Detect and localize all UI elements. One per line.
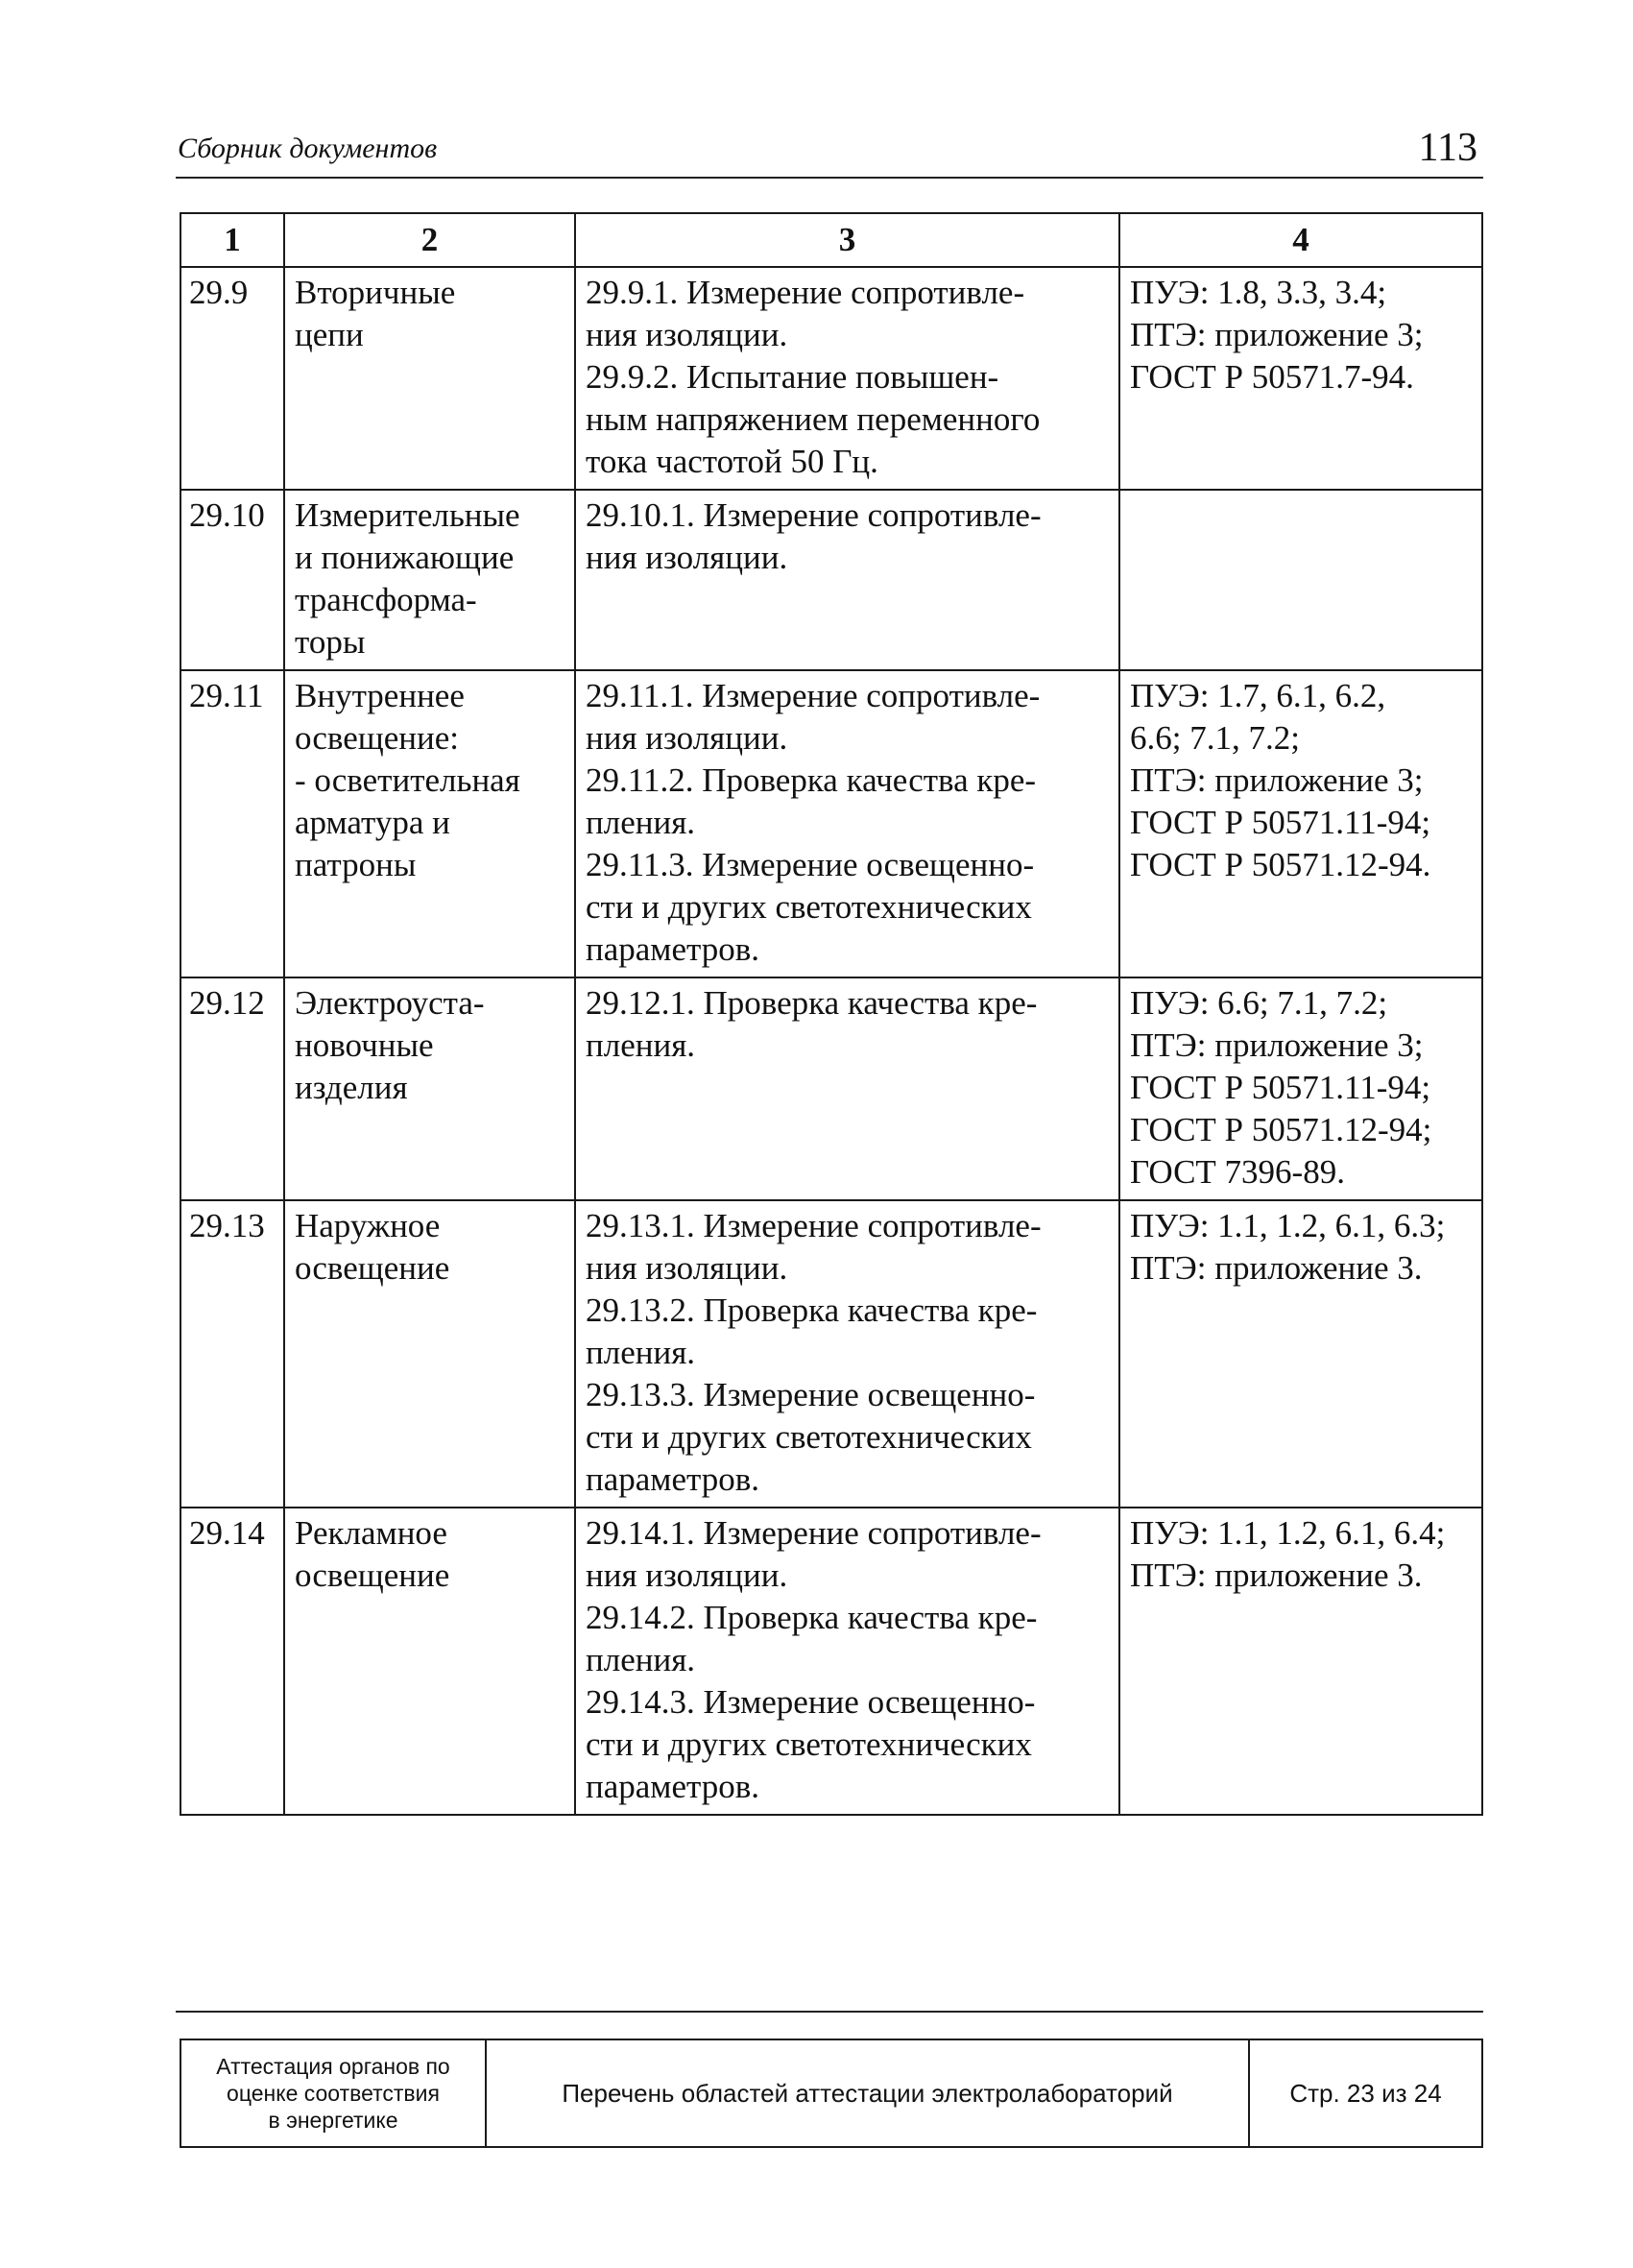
test-list-line: сти и других светотехнических — [586, 1725, 1032, 1763]
column-header: 4 — [1119, 213, 1482, 267]
normative-references — [1119, 490, 1482, 670]
normative-references-line: ПТЭ: приложение 3. — [1130, 1556, 1423, 1594]
column-header: 1 — [180, 213, 284, 267]
test-list-line: 29.14.3. Измерение освещенно- — [586, 1683, 1036, 1721]
object-name — [284, 490, 575, 670]
test-list — [575, 977, 1119, 1200]
test-list-line: 29.10.1. Измерение сопротивле- — [586, 496, 1042, 534]
object-name-line: арматура и — [295, 804, 450, 841]
normative-references-line: ПУЭ: 1.8, 3.3, 3.4; — [1130, 274, 1387, 311]
test-list-line: 29.11.2. Проверка качества кре- — [586, 761, 1037, 799]
object-name-line: Электроуста- — [295, 984, 485, 1022]
test-list-line: ным напряжением переменного — [586, 400, 1041, 438]
object-name-line: Рекламное — [295, 1514, 447, 1552]
normative-references — [1119, 1508, 1482, 1815]
test-list-line: параметров. — [586, 1460, 759, 1498]
test-list-line: параметров. — [586, 1768, 759, 1805]
test-list — [575, 670, 1119, 977]
normative-references-line: ГОСТ Р 50571.12-94; — [1130, 1111, 1432, 1148]
test-list-line: сти и других светотехнических — [586, 1418, 1032, 1456]
normative-references — [1119, 977, 1482, 1200]
object-name-line: торы — [295, 623, 366, 661]
test-list-line: тока частотой 50 Гц. — [586, 443, 878, 480]
object-name-line: освещение — [295, 1249, 450, 1287]
normative-references — [1119, 1200, 1482, 1508]
table-row — [180, 1508, 1482, 1815]
test-list-line: пления. — [586, 804, 696, 841]
object-name-line: Внутреннее — [295, 677, 465, 714]
footer-divider — [176, 2011, 1483, 2013]
test-list — [575, 1200, 1119, 1508]
table-header-row — [180, 213, 1482, 267]
test-list-line: 29.12.1. Проверка качества кре- — [586, 984, 1038, 1022]
normative-references-line: 6.6; 7.1, 7.2; — [1130, 719, 1300, 757]
object-name-line: Наружное — [295, 1207, 441, 1244]
test-list-line: 29.9.2. Испытание повышен- — [586, 358, 999, 396]
attestation-table — [180, 212, 1483, 1816]
normative-references — [1119, 267, 1482, 490]
object-name — [284, 1200, 575, 1508]
object-name-line: Измерительные — [295, 496, 520, 534]
test-list-line: 29.13.3. Измерение освещенно- — [586, 1376, 1036, 1413]
test-list-line: 29.14.1. Измерение сопротивле- — [586, 1514, 1042, 1552]
footer-page-counter: Стр. 23 из 24 — [1249, 2039, 1482, 2147]
object-name — [284, 267, 575, 490]
normative-references-line: ГОСТ 7396-89. — [1130, 1153, 1345, 1191]
page-number: 113 — [1418, 126, 1477, 170]
test-list-line: 29.13.1. Измерение сопротивле- — [586, 1207, 1042, 1244]
table-row — [180, 670, 1482, 977]
test-list-line: 29.11.1. Измерение сопротивле- — [586, 677, 1041, 714]
object-name-line: трансформа- — [295, 581, 477, 618]
normative-references — [1119, 670, 1482, 977]
test-list-line: 29.13.2. Проверка качества кре- — [586, 1291, 1038, 1329]
normative-references-line: ПУЭ: 6.6; 7.1, 7.2; — [1130, 984, 1388, 1022]
collection-title: Сборник документов — [178, 133, 438, 164]
normative-references-line: ГОСТ Р 50571.12-94. — [1130, 846, 1431, 883]
test-list — [575, 267, 1119, 490]
test-list-line: 29.14.2. Проверка качества кре- — [586, 1599, 1038, 1636]
test-list-line: ния изоляции. — [586, 1249, 788, 1287]
normative-references-line: ПТЭ: приложение 3. — [1130, 1249, 1423, 1287]
test-list-line: пления. — [586, 1334, 696, 1371]
test-list-line: ния изоляции. — [586, 539, 788, 576]
normative-references-line: ГОСТ Р 50571.11-94; — [1130, 804, 1431, 841]
test-list-line: сти и других светотехнических — [586, 888, 1032, 926]
object-name-line: новочные — [295, 1026, 434, 1064]
normative-references-line: ГОСТ Р 50571.7-94. — [1130, 358, 1414, 396]
footer-org-line: Аттестация органов по — [216, 2054, 450, 2079]
footer-org-line: оценке соответствия — [227, 2081, 440, 2106]
footer-document-title: Перечень областей аттестации электролабораторий — [486, 2039, 1249, 2147]
table-row — [180, 977, 1482, 1200]
normative-references-line: ПУЭ: 1.7, 6.1, 6.2, — [1130, 677, 1386, 714]
column-header: 3 — [575, 213, 1119, 267]
test-list-line: ния изоляции. — [586, 1556, 788, 1594]
object-name — [284, 1508, 575, 1815]
test-list-line: 29.11.3. Измерение освещенно- — [586, 846, 1035, 883]
object-name-line: изделия — [295, 1069, 408, 1106]
table-row — [180, 267, 1482, 490]
object-name-line: Вторичные — [295, 274, 456, 311]
row-number: 29.13 — [180, 1200, 284, 1508]
normative-references-line: ГОСТ Р 50571.11-94; — [1130, 1069, 1431, 1106]
footer-table — [180, 2039, 1483, 2148]
object-name — [284, 670, 575, 977]
normative-references-line: ПУЭ: 1.1, 1.2, 6.1, 6.3; — [1130, 1207, 1446, 1244]
test-list-line: ния изоляции. — [586, 719, 788, 757]
row-number: 29.9 — [180, 267, 284, 490]
object-name-line: освещение: — [295, 719, 459, 757]
table-row — [180, 1200, 1482, 1508]
page-header — [176, 123, 1483, 179]
object-name-line: - осветительная — [295, 761, 520, 799]
column-header: 2 — [284, 213, 575, 267]
object-name-line: патроны — [295, 846, 417, 883]
normative-references-line: ПТЭ: приложение 3; — [1130, 316, 1424, 353]
test-list-line: ния изоляции. — [586, 316, 788, 353]
test-list — [575, 1508, 1119, 1815]
object-name-line: освещение — [295, 1556, 450, 1594]
normative-references-line: ПУЭ: 1.1, 1.2, 6.1, 6.4; — [1130, 1514, 1446, 1552]
normative-references-line: ПТЭ: приложение 3; — [1130, 1026, 1424, 1064]
object-name-line: и понижающие — [295, 539, 515, 576]
test-list-line: пления. — [586, 1641, 696, 1678]
object-name — [284, 977, 575, 1200]
test-list-line: пления. — [586, 1026, 696, 1064]
test-list-line: 29.9.1. Измерение сопротивле- — [586, 274, 1025, 311]
normative-references-line: ПТЭ: приложение 3; — [1130, 761, 1424, 799]
object-name-line: цепи — [295, 316, 364, 353]
test-list-line: параметров. — [586, 930, 759, 968]
row-number: 29.14 — [180, 1508, 284, 1815]
row-number: 29.11 — [180, 670, 284, 977]
footer-organization — [180, 2039, 486, 2147]
footer-org-line: в энергетике — [268, 2108, 398, 2133]
table-row — [180, 490, 1482, 670]
test-list — [575, 490, 1119, 670]
row-number: 29.12 — [180, 977, 284, 1200]
row-number: 29.10 — [180, 490, 284, 670]
